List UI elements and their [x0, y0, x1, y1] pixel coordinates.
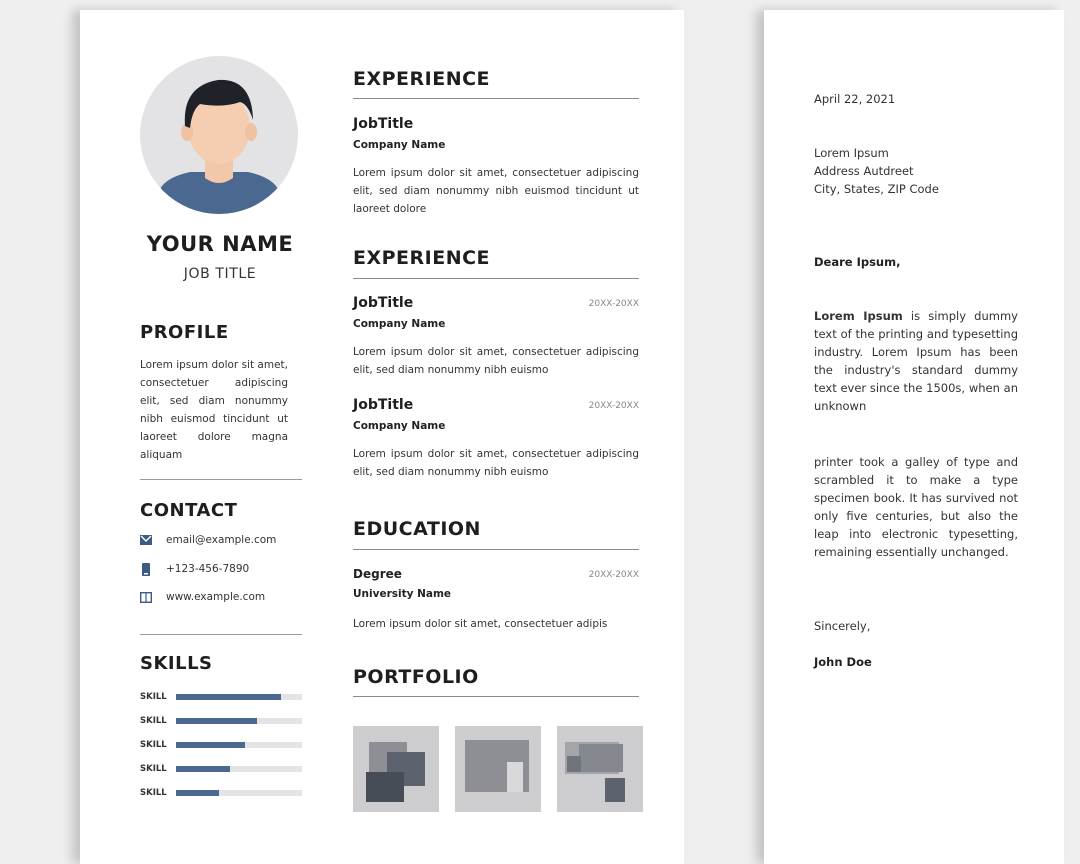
letter-address-line: Address Autdreet [814, 164, 914, 178]
skill-row [140, 786, 302, 800]
profile-avatar [140, 56, 298, 214]
letter-address-line: Lorem Ipsum [814, 146, 889, 160]
skill-bar [176, 694, 302, 700]
skill-label: SKILL [140, 764, 167, 774]
letter-date: April 22, 2021 [814, 92, 896, 106]
company-name: Company Name [353, 420, 446, 432]
job-dates: 20XX-20XX [588, 401, 639, 411]
section-rule [353, 696, 639, 697]
skill-bar-fill [176, 766, 230, 772]
skill-bar-fill [176, 718, 257, 724]
experience-heading: EXPERIENCE [353, 68, 491, 90]
contact-website-row [140, 591, 265, 603]
portfolio-heading: PORTFOLIO [353, 666, 479, 688]
image-icon [353, 726, 439, 812]
skill-label: SKILL [140, 692, 167, 702]
resume-page [80, 10, 684, 864]
profile-text: Lorem ipsum dolor sit amet, consectetuer adipiscing elit, sed diam nonummy nibh euismod tincidunt ut laoreet dolore magna aliquam [140, 359, 288, 461]
job-description: Lorem ipsum dolor sit amet, consectetuer adipiscing elit, sed diam nonummy nibh euismod tincidunt ut laoreet dolore [353, 167, 639, 215]
education-heading: EDUCATION [353, 518, 481, 540]
profile-heading: PROFILE [140, 322, 229, 343]
company-name: Company Name [353, 139, 446, 151]
portfolio-thumbnail[interactable] [353, 726, 439, 812]
email-icon [140, 534, 152, 546]
experience-heading: EXPERIENCE [353, 247, 491, 269]
contact-email-row [140, 534, 276, 546]
letter-paragraph-2: printer took a galley of type and scrambled it to make a type specimen book. It has survived not only five centuries, but also the leap into electronic typesetting, remaining essentially unchanged. [814, 455, 1018, 559]
section-rule [353, 98, 639, 99]
skill-bar-fill [176, 790, 219, 796]
cover-letter-page [764, 10, 1064, 864]
job-dates: 20XX-20XX [588, 299, 639, 309]
letter-salutation: Deare Ipsum, [814, 255, 901, 269]
education-description: Lorem ipsum dolor sit amet, consectetuer adipis [353, 618, 608, 630]
skill-bar-fill [176, 742, 245, 748]
globe-icon [140, 591, 152, 603]
education-dates: 20XX-20XX [588, 570, 639, 580]
letter-paragraph-1-text: is simply dummy text of the printing and typesetting industry. Lorem Ipsum has been the industry's standard dummy text ever since the 1500s, when an unknown [814, 309, 1018, 413]
job-description: Lorem ipsum dolor sit amet, consectetuer adipiscing elit, sed diam nonummy nibh euismo [353, 346, 639, 376]
skill-bar [176, 742, 302, 748]
job-title: JobTitle [353, 116, 414, 132]
phone-icon [140, 563, 152, 575]
resume-name: YOUR NAME [146, 232, 294, 256]
skill-label: SKILL [140, 740, 167, 750]
divider [140, 634, 302, 635]
skill-row [140, 714, 302, 728]
contact-email: email@example.com [166, 534, 277, 546]
letter-closing: Sincerely, [814, 619, 871, 633]
portfolio-thumbnail[interactable] [455, 726, 541, 812]
section-rule [353, 549, 639, 550]
university-name: University Name [353, 588, 452, 600]
skill-bar [176, 766, 302, 772]
resume-job-title: JOB TITLE [183, 266, 257, 282]
letter-signature: John Doe [814, 655, 872, 669]
contact-phone: +123-456-7890 [166, 563, 250, 575]
person-icon [140, 56, 298, 214]
skill-label: SKILL [140, 716, 167, 726]
portfolio-thumbnail[interactable] [557, 726, 643, 812]
contact-phone-row [140, 563, 249, 575]
job-title: JobTitle [353, 295, 414, 311]
contact-heading: CONTACT [140, 500, 238, 521]
job-description: Lorem ipsum dolor sit amet, consectetuer adipiscing elit, sed diam nonummy nibh euismo [353, 448, 639, 478]
job-title: JobTitle [353, 397, 414, 413]
letter-paragraph-1 [814, 307, 1018, 415]
divider [140, 479, 302, 480]
letter-bold-lead: Lorem Ipsum [814, 309, 903, 323]
section-rule [353, 278, 639, 279]
skill-row [140, 762, 302, 776]
skill-bar-fill [176, 694, 281, 700]
image-icon [557, 726, 643, 812]
contact-website: www.example.com [166, 591, 266, 603]
skill-label: SKILL [140, 788, 167, 798]
image-icon [455, 726, 541, 812]
letter-address-line: City, States, ZIP Code [814, 182, 939, 196]
skill-bar [176, 718, 302, 724]
skills-heading: SKILLS [140, 653, 213, 674]
skill-row [140, 690, 302, 704]
company-name: Company Name [353, 318, 446, 330]
skill-bar [176, 790, 302, 796]
degree: Degree [353, 567, 402, 581]
skill-row [140, 738, 302, 752]
